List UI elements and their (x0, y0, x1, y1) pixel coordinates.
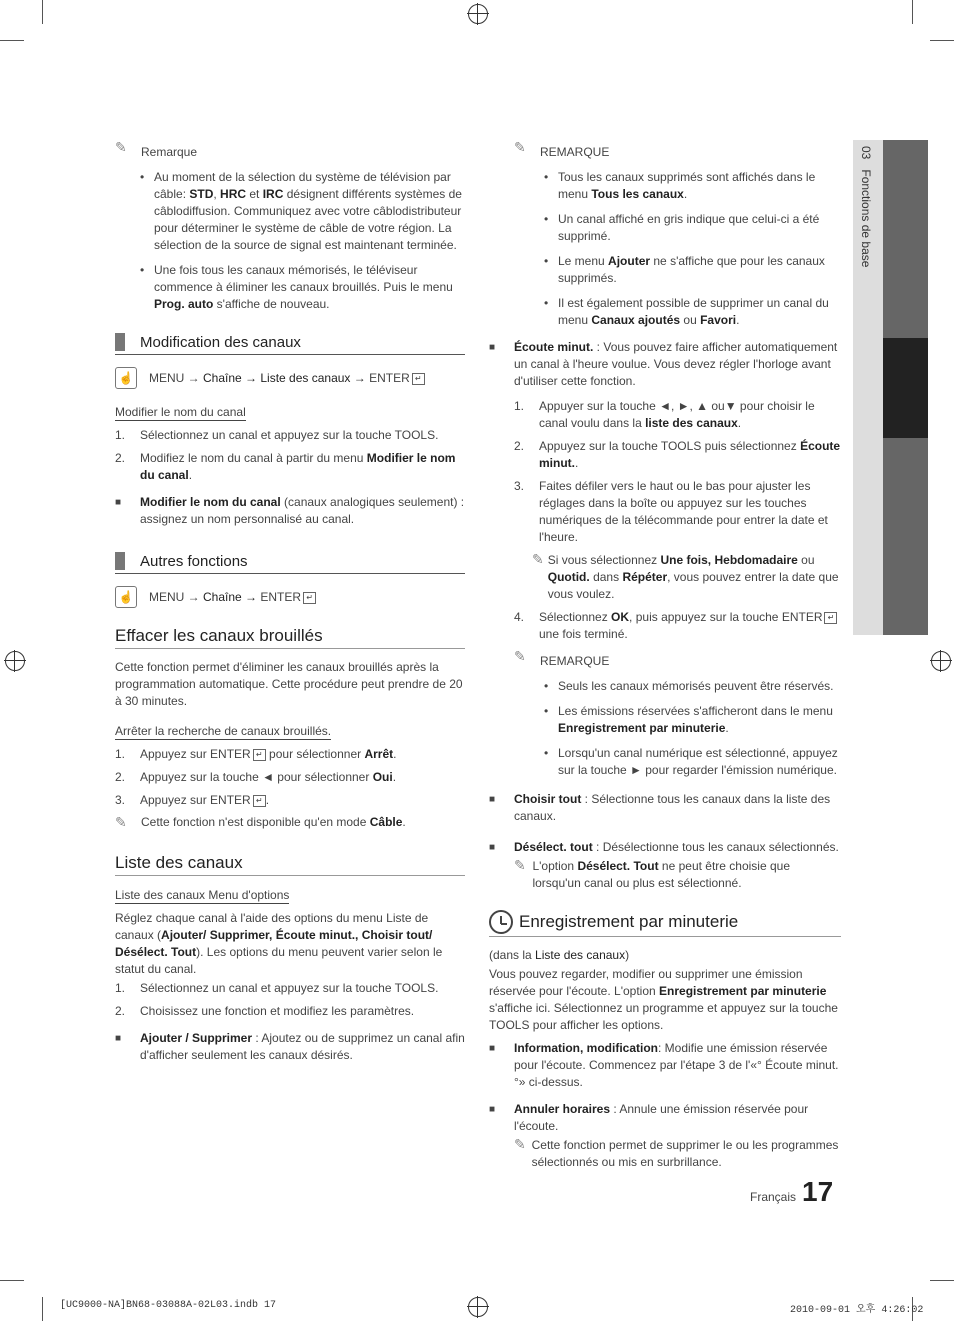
side-tab-title: Fonctions de base (859, 169, 873, 268)
numbered-step: 2. Choisissez une fonction et modifiez les paramètres. (115, 1004, 415, 1018)
list-item: • Tous les canaux supprimés sont affichés dans le menu Tous les canaux. (489, 169, 841, 203)
crop-mark (930, 40, 954, 41)
breadcrumb: (dans la Liste des canaux) (489, 948, 630, 962)
enter-icon: ↵ (303, 592, 316, 604)
ecoute-steps (489, 398, 841, 643)
subsection-title: Modifier le nom du canal (115, 405, 246, 419)
side-tab-block (883, 438, 928, 635)
paragraph: Cette fonction permet d'éliminer les canaux brouillés après la programmation automatique. Cette procédure peut prendre de 20 à 30 minutes. (115, 660, 463, 708)
numbered-step: 1. Appuyez sur ENTER ↵ pour sélectionner Arrêt. (115, 747, 397, 761)
square-bullet-item: ■ Ajouter / Supprimer : Ajoutez ou de supprimez un canal afin d'afficher seulement les canaux désirés. (115, 1030, 465, 1064)
numbered-step: 1. Appuyer sur la touche ◄, ►, ▲ ou▼ pour choisir le canal voulu dans la liste des canaux. (514, 399, 815, 430)
square-bullet-item: ■ Information, modification: Modifie une émission réservée pour l'écoute. Commencez par l'étape 3 de l'«° Écoute minut.°» ci-dessus. (489, 1040, 841, 1091)
list-item: • Lorsqu'un canal numérique est sélectionné, appuyez sur la touche ► pour regarder l'émission numérique. (489, 745, 841, 779)
subsection-title: Liste des canaux Menu d'options (115, 888, 290, 902)
list-item: • Seuls les canaux mémorisés peuvent être réservés. (489, 678, 841, 695)
numbered-step: 2. Modifiez le nom du canal à partir du menu Modifier le nom du canal. (115, 451, 456, 482)
square-bullet-item: ■ Modifier le nom du canal (canaux analogiques seulement) : assignez un nom personnalisé au canal. (115, 494, 465, 528)
section-title: Liste des canaux (115, 853, 465, 876)
list-item: • Les émissions réservées s'afficheront dans le menu Enregistrement par minuterie. (489, 703, 841, 737)
numbered-step: 3. Appuyez sur ENTER ↵ . (115, 793, 270, 807)
enter-icon: ↵ (412, 373, 425, 385)
pencil-icon: ✎ (514, 648, 526, 664)
page-number: 17 (802, 1176, 834, 1207)
side-tab-block (883, 140, 928, 338)
note-label: REMARQUE (540, 654, 610, 668)
left-column (115, 140, 465, 1072)
numbered-step: 4. Sélectionnez OK, puis appuyez sur la touche ENTER ↵ une fois terminé. (514, 609, 841, 643)
square-bullet-item: ■ Écoute minut. : Vous pouvez faire afficher automatiquement un canal à l'heure voulue. Vous devez régler l'horloge avant d'utiliser cette fonction. (489, 339, 841, 390)
menu-path: ☝ MENU → Chaîne → Liste des canaux → ENTER ↵ (115, 367, 465, 389)
pencil-icon: ✎ (115, 814, 127, 830)
numbered-step: 1. Sélectionnez un canal et appuyez sur la touche TOOLS. (115, 981, 439, 995)
crop-mark (0, 1280, 24, 1281)
section-heading: Autres fonctions (115, 552, 465, 574)
list-item: • Le menu Ajouter ne s'affiche que pour les canaux supprimés. (489, 253, 841, 287)
square-bullet-item: ■ Annuler horaires : Annule une émission réservée pour l'écoute. (489, 1101, 841, 1135)
pencil-icon: ✎ (532, 551, 544, 567)
numbered-step: 1. Sélectionnez un canal et appuyez sur la touche TOOLS. (115, 428, 439, 442)
registration-mark-icon (931, 651, 951, 671)
menu-path: ☝ MENU → Chaîne → ENTER ↵ (115, 586, 465, 608)
square-bullet-item: ■ Choisir tout : Sélectionne tous les canaux dans la liste des canaux. (489, 791, 841, 825)
crop-mark (42, 1297, 43, 1321)
side-tab-active-block (883, 338, 928, 438)
section-heading: Modification des canaux (115, 333, 465, 355)
note-label: Remarque (141, 145, 198, 159)
square-bullet-item: ■ Désélect. tout : Désélectionne tous les canaux sélectionnés. (489, 839, 841, 856)
numbered-step: 2. Appuyez sur la touche TOOLS puis sélectionnez Écoute minut.. (514, 439, 841, 470)
footer-date: 2010-09-01 오후 4:26:02 (790, 1305, 924, 1316)
list-item: • Un canal affiché en gris indique que celui-ci a été supprimé. (489, 211, 841, 245)
note-header (115, 140, 465, 159)
note-header (489, 140, 841, 159)
footer-file: [UC9000-NA]BN68-03088A-02L03.indb 17 (60, 1300, 277, 1311)
note-header (489, 649, 841, 668)
subsection-title: Arrêter la recherche de canaux brouillés. (115, 724, 332, 738)
section-title: Enregistrement par minuterie (489, 910, 841, 937)
registration-mark-icon (468, 4, 488, 24)
pencil-icon: ✎ (514, 139, 526, 155)
side-tab (853, 140, 883, 635)
crop-mark (0, 40, 24, 41)
hand-icon: ☝ (115, 586, 137, 608)
right-column (489, 140, 841, 1181)
paragraph: Vous pouvez regarder, modifier ou supprimer une émission réservée pour l'écoute. L'option Enregistrement par minuterie s'affiche ici. Sélectionnez un programme et appuyez sur la touche TOOLS pour afficher les options. (489, 967, 838, 1032)
list-item: • Il est également possible de supprimer un canal du menu Canaux ajoutés ou Favori. (489, 295, 841, 329)
paragraph: Réglez chaque canal à l'aide des options du menu Liste de canaux (Ajouter/ Supprimer, Écoute minut., Choisir tout/ Désélect. Tout). Les options du menu peuvent varier selon le statut du canal. (115, 911, 443, 976)
crop-mark (42, 0, 43, 24)
numbered-step: 3. Faites défiler vers le haut ou le bas pour ajuster les réglages dans la boîte ou appuyez sur les touches numériques de la télécommande pour entrer la date et l'heure. (514, 479, 828, 544)
footer-language: Français (750, 1190, 797, 1204)
registration-mark-icon (5, 651, 25, 671)
pencil-icon: ✎ (514, 1136, 526, 1152)
side-tab-chapter: 03 (859, 146, 873, 160)
list-item: • Une fois tous les canaux mémorisés, le téléviseur commence à éliminer les canaux brouillés. Puis le menu Prog. auto s'affiche de nouveau. (115, 262, 465, 313)
crop-mark (930, 1280, 954, 1281)
note-line: ✎ L'option Désélect. Tout ne peut être choisie que lorsqu'un canal ou plus est sélectionné. (514, 857, 791, 890)
pencil-icon: ✎ (514, 857, 526, 873)
note-line: ✎ Cette fonction permet de supprimer le ou les programmes sélectionnés ou mis en surbrillance. (514, 1136, 839, 1169)
hand-icon: ☝ (115, 367, 137, 389)
numbered-step: 2. Appuyez sur la touche ◄ pour sélectionner Oui. (115, 770, 397, 784)
note-line: ✎ Cette fonction n'est disponible qu'en mode Câble. (115, 814, 406, 830)
clock-icon (489, 910, 513, 934)
note-line: ✎ Si vous sélectionnez Une fois, Hebdomadaire ou Quotid. dans Répéter, vous pouvez entrer la date que vous voulez. (532, 551, 839, 601)
pencil-icon: ✎ (115, 139, 127, 155)
crop-mark (912, 0, 913, 24)
section-title: Effacer les canaux brouillés (115, 626, 465, 649)
note-label: REMARQUE (540, 145, 610, 159)
list-item: • Au moment de la sélection du système de télévision par câble: STD, HRC et IRC désignent différents systèmes de câblodiffusion. Communiquez avec votre câblodistributeur pour déterminer le système de câble de votre région. La sélection de la source de signal est maintenant terminée. (115, 169, 465, 254)
registration-mark-icon (468, 1297, 488, 1317)
